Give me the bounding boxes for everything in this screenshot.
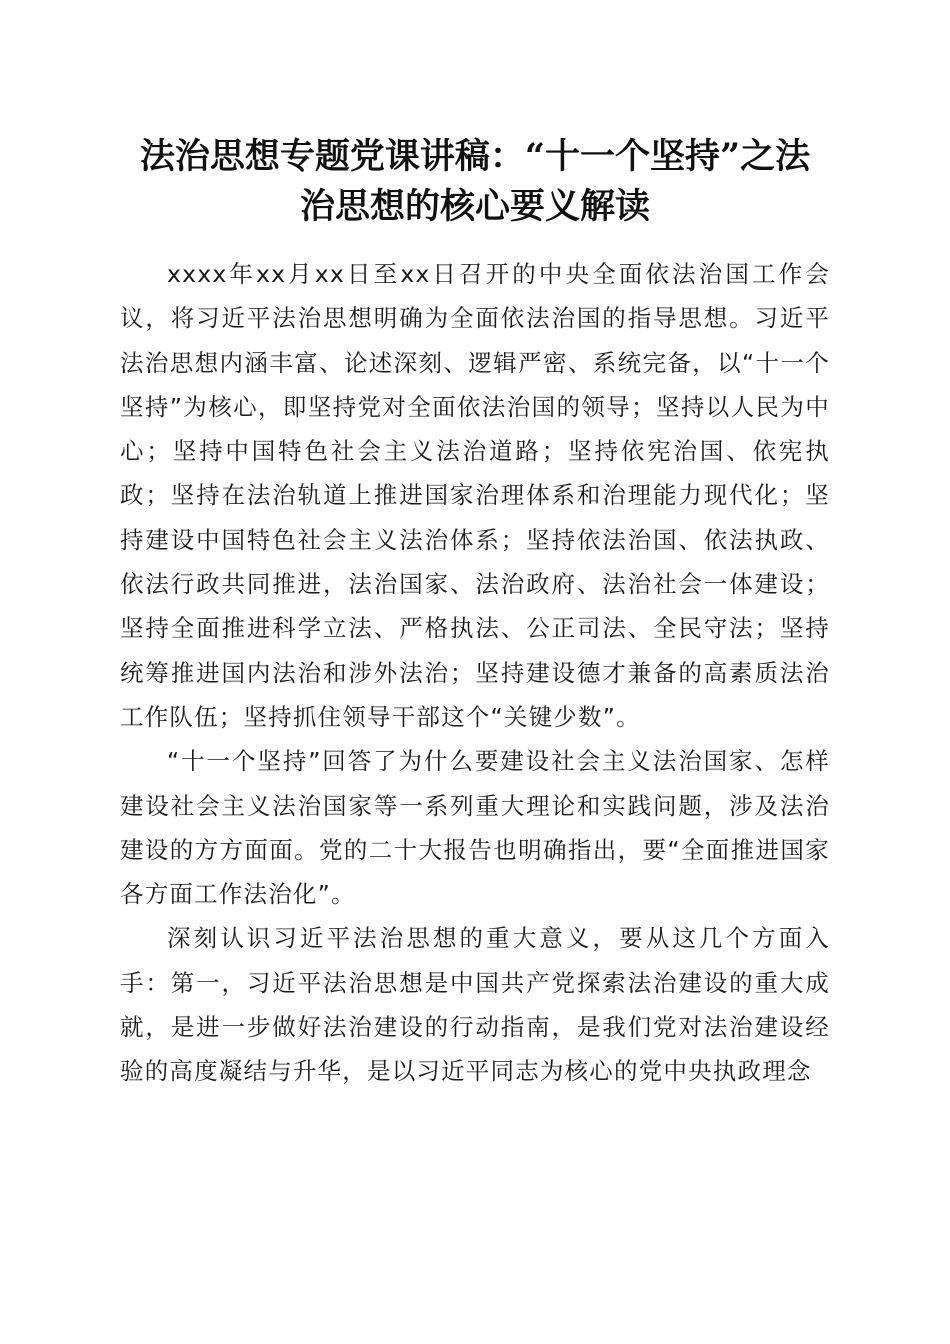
paragraph-2: “十一个坚持”回答了为什么要建设社会主义法治国家、怎样建设社会主义法治国家等一系列重大理论和实践问题，涉及法治建设的方方面面。党的二十大报告也明确指出，要“全面推进国家各方面工作法治化”。 [120, 747, 830, 909]
title-line-2: 治思想的核心要义解读 [299, 186, 650, 227]
paragraph-3: 深刻认识习近平法治思想的重大意义，要从这几个方面入手：第一，习近平法治思想是中国共产党探索法治建设的重大成就，是进一步做好法治建设的行动指南，是我们党对法治建设经验的高度凝结与升华，是以习近平同志为核心的党中央执政理念 [120, 924, 830, 1086]
document-body [120, 252, 830, 1094]
title-line-1: 法治思想专题党课讲稿：“十一个坚持”之法 [139, 136, 811, 177]
paragraph-1: xxxx年xx月xx日至xx日召开的中央全面依法治国工作会议，将习近平法治思想明确为全面依法治国的指导思想。习近平法治思想内涵丰富、论述深刻、逻辑严密、系统完备，以“十一个坚持”为核心，即坚持党对全面依法治国的领导；坚持以人民为中心；坚持中国特色社会主义法治道路；坚持依宪治国、依宪执政；坚持在法治轨道上推进国家治理体系和治理能力现代化；坚持建设中国特色社会主义法治体系；坚持依法治国、依法执政、依法行政共同推进，法治国家、法治政府、法治社会一体建设；坚持全面推进科学立法、严格执法、公正司法、全民守法；坚持统筹推进国内法治和涉外法治；坚持建设德才兼备的高素质法治工作队伍；坚持抓住领导干部这个“关键少数”。 [120, 260, 830, 731]
document-title [100, 132, 850, 232]
